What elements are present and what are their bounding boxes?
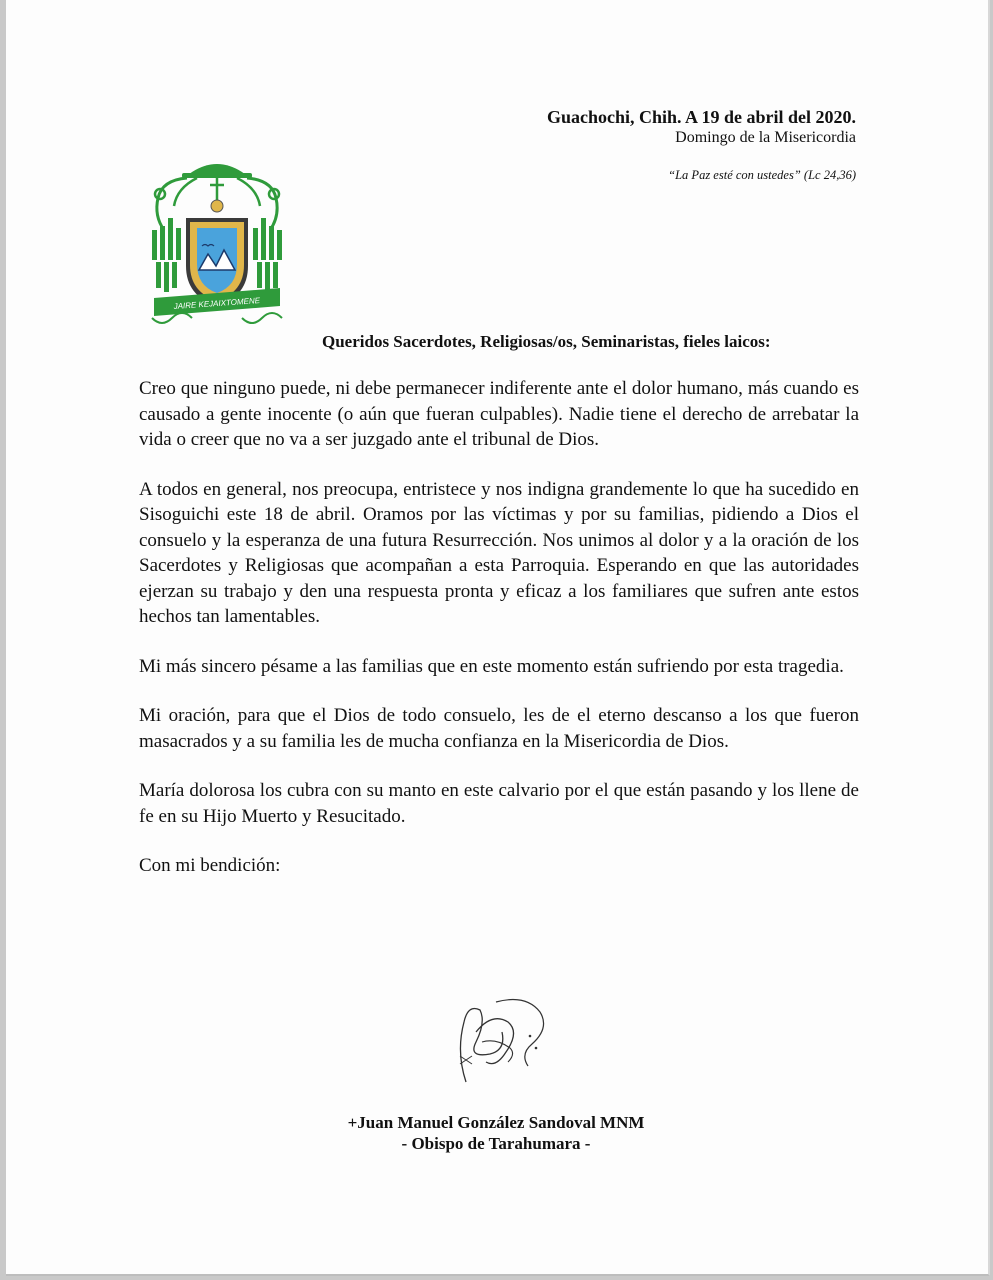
letter-body <box>139 376 859 879</box>
feast-day: Domingo de la Misericordia <box>675 129 856 146</box>
scripture-quote: “La Paz esté con ustedes” (Lc 24,36) <box>668 168 856 182</box>
paragraph: Mi más sincero pésame a las familias que en este momento están sufriendo por esta tragedia. <box>139 655 844 677</box>
signer-name: +Juan Manuel González Sandoval MNM <box>347 1113 645 1132</box>
handwritten-signature <box>446 992 561 1094</box>
letter-greeting: Queridos Sacerdotes, Religiosas/os, Seminaristas, fieles laicos: <box>322 332 771 351</box>
svg-text:JAIRE KEJAIXTOMENE: JAIRE KEJAIXTOMENE <box>173 295 261 312</box>
letter-page <box>6 0 990 1276</box>
episcopal-coat-of-arms <box>142 158 292 332</box>
paragraph: Creo que ninguno puede, ni debe permanecer indiferente ante el dolor humano, más cuando es causado a gente inocente (o aún que fueran culpables). Nadie tiene el derecho de arrebatar la vida o creer que no va a ser juzgado ante el tribunal de Dios. <box>139 378 859 450</box>
place-date: Guachochi, Chih. A 19 de abril del 2020. <box>546 107 856 127</box>
paragraph: A todos en general, nos preocupa, entristece y nos indigna grandemente lo que ha sucedido en Sisoguichi este 18 de abril. Oramos por las víctimas y por su familias, pidiendo a Dios el consuelo y la esperanza de una futura Resurrección. Nos unimos al dolor y a la oración de los Sacerdotes y Religiosas que acompañan a esta Parroquia. Esperando en que las autoridades ejerzan su trabajo y den una respuesta pronta y eficaz a los familiares que sufren ante estos hechos tan lamentables. <box>139 478 859 627</box>
closing-line: Con mi bendición: <box>139 855 281 876</box>
signer-title: - Obispo de Tarahumara - <box>401 1134 591 1153</box>
paragraph: Mi oración, para que el Dios de todo consuelo, les de el eterno descanso a los que fueron masacrados y a su familia les de mucha confianza en la Misericordia de Dios. <box>139 705 859 752</box>
signer-block <box>256 1112 736 1154</box>
letter-header <box>547 106 856 148</box>
paragraph: María dolorosa los cubra con su manto en este calvario por el que están pasando y los llene de fe en su Hijo Muerto y Resucitado. <box>139 780 859 827</box>
